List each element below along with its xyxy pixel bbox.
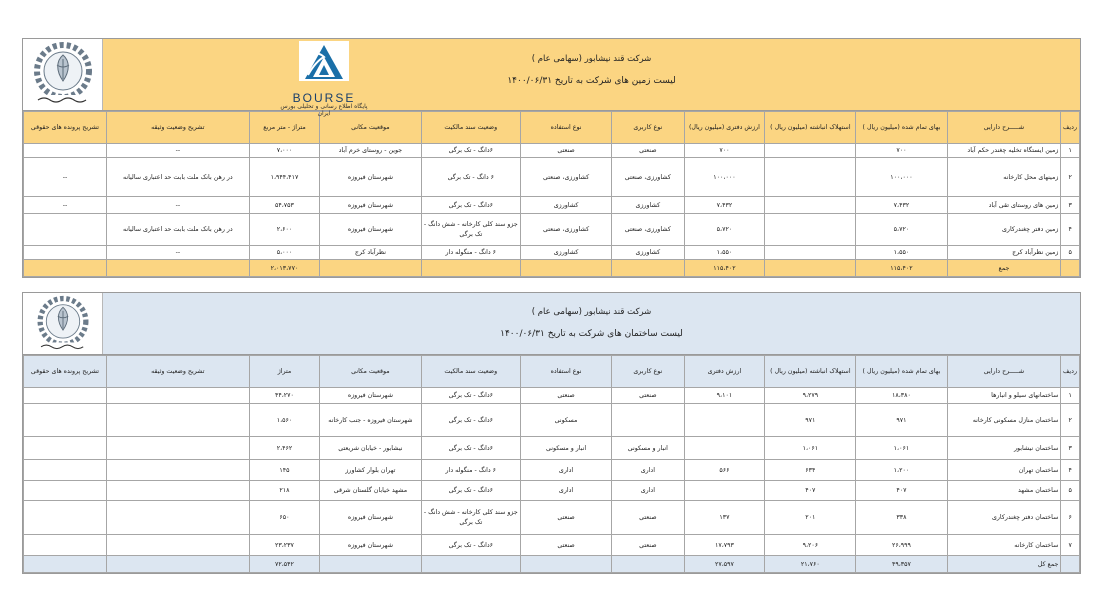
cell-legal-cases: -- (24, 158, 107, 197)
col-deed-status: وضعیت سند مالکیت (421, 356, 520, 388)
col-cost: بهای تمام شده (میلیون ریال ) (856, 356, 947, 388)
cell-use-type: کشاورزی، صنعتی (521, 214, 612, 246)
cell-area: ۲،۶۰۰ (249, 214, 319, 246)
cell-collateral: در رهن بانک ملت بابت حد اعتباری سالیانه (106, 158, 249, 197)
bourse-wordmark: BOURSE (292, 91, 356, 105)
land-company-name: شرکت قند نیشابور (سهامی عام ) (531, 54, 652, 64)
col-book-value: ارزش دفتری (684, 356, 765, 388)
table-row (24, 460, 1080, 481)
col-area: متراژ - متر مربع (249, 112, 319, 144)
buildings-total-row (24, 556, 1080, 573)
cell-description: زمین دفتر چغندرکاری (947, 214, 1061, 246)
cell-area: ۵۴،۷۵۳ (249, 197, 319, 214)
col-legal-cases: تشریح پرونده های حقوقی (24, 356, 107, 388)
col-description: شـــــرح دارایی (947, 112, 1061, 144)
cell-cost: ۷،۴۳۲ (856, 197, 947, 214)
cell-legal-cases (24, 481, 107, 501)
land-sheet (22, 38, 1081, 278)
cell-book-value: ۷۰۰ (684, 144, 765, 158)
buildings-title: لیست ساختمان های شرکت به تاریخ ۱۴۰۰/۰۶/۳۱ (500, 329, 683, 339)
cell-depreciation: ۶۳۴ (765, 460, 856, 481)
cell-deed-status: ۶ دانگ - تک برگی (421, 158, 520, 197)
cell-location: تهران بلوار کشاورز (320, 460, 421, 481)
buildings-sheet (22, 292, 1081, 574)
cell-deed-status: ۶دانگ - تک برگی (421, 404, 520, 437)
cell-depreciation (765, 214, 856, 246)
col-use-type: نوع استفاده (521, 112, 612, 144)
cell-radif: ۵ (1061, 246, 1080, 260)
table-row (24, 214, 1080, 246)
cell-depreciation (765, 144, 856, 158)
cell-radif: ۳ (1061, 197, 1080, 214)
cell-use-type: صنعتی (521, 388, 612, 404)
cell-use-type: کشاورزی (521, 246, 612, 260)
cell-collateral: در رهن بانک ملت بابت حد اعتباری سالیانه (106, 214, 249, 246)
cell-usage-type: صنعتی (612, 388, 684, 404)
total-area: ۷۲،۵۴۲ (249, 556, 319, 573)
cell-legal-cases (24, 144, 107, 158)
company-logo (23, 39, 103, 110)
buildings-header (23, 293, 1080, 355)
cell-collateral (106, 481, 249, 501)
cell-deed-status: ۶دانگ - تک برگی (421, 437, 520, 460)
cell-deed-status: ۶دانگ - تک برگی (421, 388, 520, 404)
cell-depreciation (765, 158, 856, 197)
cell-depreciation: ۹،۲۷۹ (765, 388, 856, 404)
col-usage-type: نوع کاربری (612, 356, 684, 388)
buildings-table (23, 355, 1080, 573)
cell-book-value: ۵،۷۲۰ (684, 214, 765, 246)
cell-deed-status: جزو سند کلی کارخانه - شش دانگ - تک برگی (421, 501, 520, 535)
cell-depreciation: ۹۷۱ (765, 404, 856, 437)
cell-collateral (106, 501, 249, 535)
cell-location: شهرستان فیروزه (320, 388, 421, 404)
cell-description: زمین ایستگاه تخلیه چغندر حکم آباد (947, 144, 1061, 158)
cell-collateral (106, 388, 249, 404)
cell-use-type: اداری (521, 481, 612, 501)
land-header (23, 39, 1080, 117)
cell-use-type: اداری (521, 460, 612, 481)
land-header-row (24, 112, 1080, 144)
total-depreciation: ۲۱،۷۶۰ (765, 556, 856, 573)
cell-collateral: -- (106, 246, 249, 260)
cell-cost: ۱۰۰،۰۰۰ (856, 158, 947, 197)
cell-depreciation: ۱،۰۶۱ (765, 437, 856, 460)
cell-area: ۲۱۸ (249, 481, 319, 501)
cell-depreciation (765, 197, 856, 214)
total-label: جمع (947, 260, 1061, 277)
cell-use-type: صنعتی (521, 144, 612, 158)
cell-area: ۶۵۰ (249, 501, 319, 535)
cell-collateral: -- (106, 144, 249, 158)
cell-usage-type: اداری (612, 460, 684, 481)
cell-cost: ۴۰۷ (856, 481, 947, 501)
cell-location: نیشابور - خیابان شریعتی (320, 437, 421, 460)
cell-book-value (684, 437, 765, 460)
cell-use-type: کشاورزی (521, 197, 612, 214)
cell-depreciation: ۴۰۷ (765, 481, 856, 501)
table-row (24, 535, 1080, 556)
cell-collateral (106, 437, 249, 460)
cell-area: ۴۴،۲۷۰ (249, 388, 319, 404)
cell-area: ۵،۰۰۰ (249, 246, 319, 260)
cell-usage-type: کشاورزی (612, 246, 684, 260)
cell-deed-status: ۶ دانگ - منگوله دار (421, 246, 520, 260)
cell-description: ساختمان تهران (947, 460, 1061, 481)
cell-location: شهرستان فیروزه (320, 197, 421, 214)
cell-book-value: ۱،۵۵۰ (684, 246, 765, 260)
cell-usage-type: صنعتی (612, 501, 684, 535)
cell-location: شهرستان فیروزه (320, 501, 421, 535)
table-row (24, 404, 1080, 437)
total-label: جمع کل (947, 556, 1061, 573)
table-row (24, 197, 1080, 214)
cell-legal-cases (24, 460, 107, 481)
table-row (24, 144, 1080, 158)
table-row (24, 501, 1080, 535)
cell-location: شهرستان فیروزه (320, 214, 421, 246)
cell-use-type: صنعتی (521, 535, 612, 556)
cell-deed-status: ۶دانگ - تک برگی (421, 535, 520, 556)
cell-cost: ۱۸،۳۸۰ (856, 388, 947, 404)
col-depreciation: استهلاک انباشته (میلیون ریال ) (765, 112, 856, 144)
table-row (24, 246, 1080, 260)
cell-location: مشهد خیابان گلستان شرقی (320, 481, 421, 501)
cell-cost: ۱،۵۵۰ (856, 246, 947, 260)
cell-cost: ۷۰۰ (856, 144, 947, 158)
cell-description: ساختمان منازل مسکونی کارخانه (947, 404, 1061, 437)
cell-usage-type (612, 404, 684, 437)
col-book-value: ارزش دفتری (میلیون ریال) (684, 112, 765, 144)
cell-legal-cases (24, 246, 107, 260)
cell-area: ۱،۹۴۴،۴۱۷ (249, 158, 319, 197)
cell-location: شهرستان فیروزه (320, 158, 421, 197)
cell-collateral (106, 460, 249, 481)
col-deed-status: وضعیت سند مالکیت (421, 112, 520, 144)
land-table (23, 111, 1080, 277)
cell-area: ۱۴۵ (249, 460, 319, 481)
col-collateral: تشریح وضعیت وثیقه (106, 112, 249, 144)
cell-usage-type: اداری (612, 481, 684, 501)
table-row (24, 481, 1080, 501)
cell-usage-type: انبار و مسکونی (612, 437, 684, 460)
total-cost: ۱۱۵،۴۰۲ (856, 260, 947, 277)
col-depreciation: استهلاک انباشته (میلیون ریال ) (765, 356, 856, 388)
cell-legal-cases: -- (24, 197, 107, 214)
cell-depreciation: ۲۰۱ (765, 501, 856, 535)
cell-radif: ۵ (1061, 481, 1080, 501)
col-usage-type: نوع کاربری (612, 112, 684, 144)
cell-deed-status: ۶دانگ - تک برگی (421, 144, 520, 158)
cell-usage-type: کشاورزی، صنعتی (612, 214, 684, 246)
cell-location: نظرآباد کرج (320, 246, 421, 260)
cell-deed-status: ۶دانگ - تک برگی (421, 197, 520, 214)
cell-deed-status: ۶دانگ - تک برگی (421, 481, 520, 501)
table-row (24, 388, 1080, 404)
land-total-row (24, 260, 1080, 277)
cell-area: ۷،۰۰۰ (249, 144, 319, 158)
cell-description: ساختمان نیشابور (947, 437, 1061, 460)
col-radif: ردیف (1061, 356, 1080, 388)
col-use-type: نوع استفاده (521, 356, 612, 388)
cell-book-value (684, 481, 765, 501)
cell-legal-cases (24, 214, 107, 246)
cell-cost: ۹۷۱ (856, 404, 947, 437)
cell-legal-cases (24, 501, 107, 535)
company-logo (23, 293, 103, 354)
cell-radif: ۶ (1061, 501, 1080, 535)
table-row (24, 158, 1080, 197)
cell-cost: ۳۳۸ (856, 501, 947, 535)
cell-use-type: کشاورزی، صنعتی (521, 158, 612, 197)
cell-radif: ۴ (1061, 214, 1080, 246)
cell-usage-type: کشاورزی (612, 197, 684, 214)
cell-book-value: ۷،۴۳۲ (684, 197, 765, 214)
col-area: متراژ (249, 356, 319, 388)
cell-description: زمین نظرآباد کرج (947, 246, 1061, 260)
cell-description: ساختمانهای سیلو و انبارها (947, 388, 1061, 404)
cell-usage-type: صنعتی (612, 144, 684, 158)
cell-area: ۲،۴۶۲ (249, 437, 319, 460)
col-location: موقعیت مکانی (320, 356, 421, 388)
cell-location: جوین - روستای خرم آباد (320, 144, 421, 158)
cell-usage-type: کشاورزی، صنعتی (612, 158, 684, 197)
cell-location: شهرستان فیروزه - جنب کارخانه (320, 404, 421, 437)
cell-radif: ۷ (1061, 535, 1080, 556)
cell-radif: ۳ (1061, 437, 1080, 460)
col-location: موقعیت مکانی (320, 112, 421, 144)
col-cost: بهای تمام شده (میلیون ریال ) (856, 112, 947, 144)
cell-book-value: ۹،۱۰۱ (684, 388, 765, 404)
cell-use-type: مسکونی (521, 404, 612, 437)
cell-depreciation (765, 246, 856, 260)
total-area: ۲،۰۱۳،۷۷۰ (249, 260, 319, 277)
cell-description: زمین های روستای تقی آباد (947, 197, 1061, 214)
table-row (24, 437, 1080, 460)
cell-legal-cases (24, 404, 107, 437)
cell-cost: ۲۶،۹۹۹ (856, 535, 947, 556)
col-description: شـــــرح دارایی (947, 356, 1061, 388)
bourse-tagline: پایگاه اطلاع رسانی و تحلیلی بورس ایران (280, 103, 368, 117)
cell-radif: ۱ (1061, 388, 1080, 404)
cell-collateral (106, 535, 249, 556)
cell-usage-type: صنعتی (612, 535, 684, 556)
cell-deed-status: جزو سند کلی کارخانه - شش دانگ - تک برگی (421, 214, 520, 246)
total-cost: ۴۹،۳۵۷ (856, 556, 947, 573)
cell-location: شهرستان فیروزه (320, 535, 421, 556)
cell-collateral (106, 404, 249, 437)
cell-description: زمینهای محل کارخانه (947, 158, 1061, 197)
cell-legal-cases (24, 535, 107, 556)
land-title: لیست زمین های شرکت به تاریخ ۱۴۰۰/۰۶/۳۱ (507, 76, 676, 86)
cell-radif: ۱ (1061, 144, 1080, 158)
col-radif: ردیف (1061, 112, 1080, 144)
cell-use-type: صنعتی (521, 501, 612, 535)
cell-use-type: انبار و مسکونی (521, 437, 612, 460)
cell-description: ساختمان دفتر چغندرکاری (947, 501, 1061, 535)
cell-collateral: -- (106, 197, 249, 214)
cell-book-value: ۱۷،۷۹۳ (684, 535, 765, 556)
cell-cost: ۵،۷۲۰ (856, 214, 947, 246)
cell-radif: ۲ (1061, 404, 1080, 437)
cell-area: ۲۳،۲۳۷ (249, 535, 319, 556)
cell-description: ساختمان مشهد (947, 481, 1061, 501)
cell-deed-status: ۶ دانگ - منگوله دار (421, 460, 520, 481)
cell-depreciation: ۹،۲۰۶ (765, 535, 856, 556)
cell-legal-cases (24, 388, 107, 404)
col-collateral: تشریح وضعیت وثیقه (106, 356, 249, 388)
cell-radif: ۲ (1061, 158, 1080, 197)
cell-cost: ۱،۰۶۱ (856, 437, 947, 460)
buildings-company-name: شرکت قند نیشابور (سهامی عام ) (531, 307, 652, 317)
cell-book-value: ۱۰۰،۰۰۰ (684, 158, 765, 197)
cell-cost: ۱،۲۰۰ (856, 460, 947, 481)
cell-area: ۱،۵۶۰ (249, 404, 319, 437)
buildings-header-row (24, 356, 1080, 388)
cell-description: ساختمان کارخانه (947, 535, 1061, 556)
total-book-value: ۲۷،۵۹۷ (684, 556, 765, 573)
total-book-value: ۱۱۵،۴۰۲ (684, 260, 765, 277)
cell-book-value: ۵۶۶ (684, 460, 765, 481)
cell-book-value: ۱۳۷ (684, 501, 765, 535)
cell-radif: ۴ (1061, 460, 1080, 481)
cell-legal-cases (24, 437, 107, 460)
cell-book-value (684, 404, 765, 437)
col-legal-cases: تشریح پرونده های حقوقی (24, 112, 107, 144)
